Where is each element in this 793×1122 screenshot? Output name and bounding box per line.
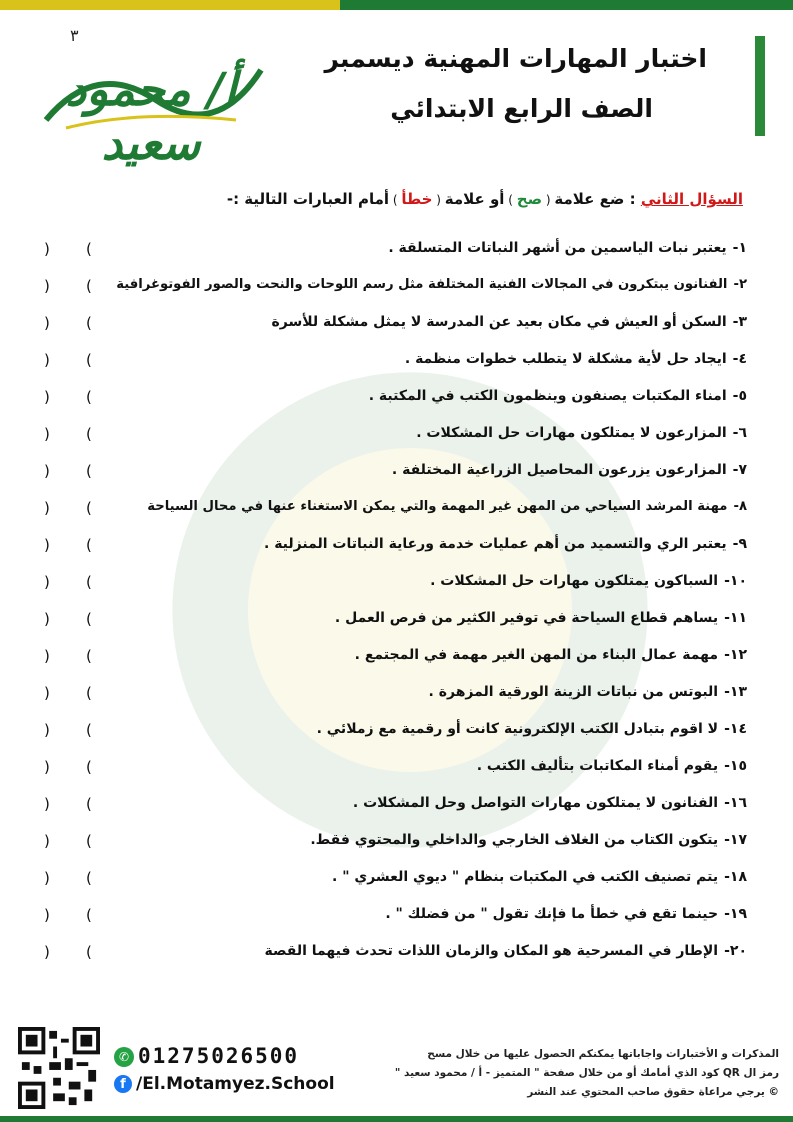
item-number: ١٧- (724, 832, 747, 848)
list-item (0, 832, 793, 866)
item-number: ٨- (733, 499, 747, 514)
question-sep: : (624, 190, 641, 208)
answer-bracket-open[interactable]: ( (86, 647, 92, 665)
item-text: السكن أو العيش في مكان بعيد عن المدرسة لا يمثل مشكلة للأسرة (271, 314, 727, 330)
answer-bracket-open[interactable]: ( (86, 277, 92, 295)
item-text: يتكون الكتاب من الغلاف الخارجي والداخلي والمحتوي فقط. (310, 832, 719, 848)
answer-bracket-close[interactable]: ) (44, 277, 50, 295)
list-item (0, 536, 793, 570)
item-number: ١١- (724, 610, 747, 626)
item-text: مهمة عمال البناء من المهن الغير مهمة في المجتمع . (354, 647, 719, 663)
paren-close-2: ) (389, 193, 402, 207)
phone-text: 01275026500 (138, 1044, 300, 1068)
answer-bracket-close[interactable]: ) (44, 610, 50, 628)
list-item (0, 351, 793, 385)
answer-bracket-open[interactable]: ( (86, 906, 92, 924)
answer-bracket-open[interactable]: ( (86, 425, 92, 443)
answer-bracket-open[interactable]: ( (86, 758, 92, 776)
list-item (0, 610, 793, 644)
answer-bracket-close[interactable]: ) (44, 943, 50, 961)
bottom-bar (0, 1116, 793, 1122)
item-number: ٧- (732, 462, 747, 478)
correct-word: صح (516, 190, 543, 208)
question-heading (227, 190, 743, 208)
footer-note-line1: المذكرات و الأختبارات واجاباتها يمكنكم الحصول عليها من خلال مسح (427, 1048, 779, 1060)
answer-bracket-open[interactable]: ( (86, 832, 92, 850)
list-item (0, 795, 793, 829)
list-item (0, 943, 793, 977)
answer-bracket-open[interactable]: ( (86, 240, 92, 258)
answer-bracket-open[interactable]: ( (86, 943, 92, 961)
item-text: يعتبر نبات الياسمين من أشهر النباتات المتسلقة . (388, 240, 727, 256)
list-item (0, 425, 793, 459)
answer-bracket-open[interactable]: ( (86, 314, 92, 332)
answer-bracket-close[interactable]: ) (44, 721, 50, 739)
answer-bracket-open[interactable]: ( (86, 499, 92, 517)
footer-note-line2: رمز ال QR كود الذي أمامك أو من خلال صفحة " المتميز - أ / محمود سعيد " (394, 1067, 779, 1079)
logo-text: أ/ محمود سعيد (65, 62, 237, 170)
item-text: مهنة المرشد السياحي من المهن غير المهمة والتي يمكن الاستغناء عنها في محال السياحة (147, 499, 728, 514)
answer-bracket-close[interactable]: ) (44, 388, 50, 406)
top-bar-green (340, 0, 793, 10)
item-number: ١٨- (724, 869, 747, 885)
item-number: ١٦- (724, 795, 747, 811)
item-number: ١٠- (724, 573, 747, 589)
answer-bracket-open[interactable]: ( (86, 684, 92, 702)
item-number: ١- (732, 240, 747, 256)
phone-number (114, 1044, 299, 1068)
answer-bracket-close[interactable]: ) (44, 462, 50, 480)
item-text: ايجاد حل لأية مشكلة لا يتطلب خطوات منظمة . (404, 351, 727, 367)
item-text: يعتبر الري والتسميد من أهم عمليات خدمة ورعاية النباتات المنزلية . (264, 536, 727, 552)
list-item (0, 462, 793, 496)
answer-bracket-close[interactable]: ) (44, 647, 50, 665)
list-item (0, 388, 793, 422)
answer-bracket-close[interactable]: ) (44, 314, 50, 332)
item-number: ١٩- (724, 906, 747, 922)
item-number: ٢- (733, 277, 747, 292)
wrong-word: خطأ (401, 190, 433, 208)
page-subtitle: الصف الرابع الابتدائي (390, 94, 653, 123)
answer-bracket-open[interactable]: ( (86, 462, 92, 480)
top-bar-yellow (0, 0, 340, 10)
item-number: ٩- (732, 536, 747, 552)
item-number: ١٢- (724, 647, 747, 663)
answer-bracket-open[interactable]: ( (86, 610, 92, 628)
answer-bracket-close[interactable]: ) (44, 573, 50, 591)
item-text: يتم تصنيف الكتب في المكتبات بنظام " ديوي العشري " . (332, 869, 719, 885)
paren-close-1: ) (504, 193, 517, 207)
list-item (0, 869, 793, 903)
item-text: السباكون يمتلكون مهارات حل المشكلات . (430, 573, 719, 589)
question-label: السؤال الثاني (640, 190, 743, 208)
answer-bracket-open[interactable]: ( (86, 869, 92, 887)
item-text: يساهم قطاع السياحة في توفير الكثير من فرص العمل . (334, 610, 719, 626)
list-item (0, 684, 793, 718)
whatsapp-icon: ✆ (114, 1047, 134, 1067)
list-item (0, 906, 793, 940)
list-item (0, 573, 793, 607)
answer-bracket-close[interactable]: ) (44, 795, 50, 813)
paren-open-2: ( (432, 193, 445, 207)
question-part2: أمام العبارات التالية :- (226, 190, 390, 208)
item-text: المزارعون يزرعون المحاصيل الزراعية المختلفة . (391, 462, 727, 478)
facebook-text: /El.Motamyez.School (136, 1074, 335, 1094)
answer-bracket-close[interactable]: ) (44, 425, 50, 443)
list-item (0, 647, 793, 681)
item-text: حينما تقع في خطأ ما فإنك تقول " من فضلك " . (385, 906, 719, 922)
item-text: الإطار في المسرحية هو المكان والزمان اللذات تحدث فيهما القصة (264, 943, 719, 959)
item-number: ١٣- (724, 684, 747, 700)
item-text: لا اقوم بتبادل الكتب الإلكترونية كانت أو رقمية مع زملائي . (316, 721, 719, 737)
item-text: المزارعون لا يمتلكون مهارات حل المشكلات . (416, 425, 727, 441)
item-text: الفنانون يبتكرون في المجالات الفنية المختلفة مثل رسم اللوحات والنحت والصور الفوتوغرافية (116, 277, 728, 292)
answer-bracket-open[interactable]: ( (86, 536, 92, 554)
answer-bracket-open[interactable]: ( (86, 351, 92, 369)
list-item (0, 758, 793, 792)
answer-bracket-close[interactable]: ) (44, 906, 50, 924)
list-item (0, 499, 793, 533)
list-item (0, 240, 793, 274)
footer-note-line3: © يرجي مراعاة حقوق صاحب المحتوي عند النشر (527, 1086, 779, 1098)
title-accent-bar (755, 36, 765, 136)
qr-code-icon[interactable] (18, 1027, 100, 1109)
item-text: يقوم أمناء المكاتبات بتأليف الكتب . (476, 758, 719, 774)
question-or: أو علامة (444, 190, 505, 208)
item-number: ٥- (732, 388, 747, 404)
answer-bracket-close[interactable]: ) (44, 758, 50, 776)
list-item (0, 721, 793, 755)
page-number: ٣ (70, 26, 79, 45)
item-number: ٤- (732, 351, 747, 367)
answer-bracket-close[interactable]: ) (44, 351, 50, 369)
answer-bracket-open[interactable]: ( (86, 388, 92, 406)
answer-bracket-open[interactable]: ( (86, 573, 92, 591)
answer-bracket-close[interactable]: ) (44, 499, 50, 517)
item-number: ٢٠- (724, 943, 747, 959)
list-item (0, 277, 793, 311)
item-number: ٣- (732, 314, 747, 330)
page-title: اختبار المهارات المهنية ديسمبر (324, 44, 707, 73)
facebook-icon: f (114, 1075, 132, 1093)
item-number: ١٥- (724, 758, 747, 774)
item-number: ١٤- (724, 721, 747, 737)
question-part1: ضع علامة (554, 190, 625, 208)
answer-bracket-open[interactable]: ( (86, 721, 92, 739)
item-text: البوتس من نباتات الزينة الورقية المزهرة . (428, 684, 719, 700)
paren-open-1: ( (542, 193, 555, 207)
answer-bracket-close[interactable]: ) (44, 240, 50, 258)
answer-bracket-close[interactable]: ) (44, 869, 50, 887)
item-text: الفنانون لا يمتلكون مهارات التواصل وحل المشكلات . (352, 795, 719, 811)
list-item (0, 314, 793, 348)
answer-bracket-close[interactable]: ) (44, 832, 50, 850)
item-text: امناء المكتبات يصنفون وينظمون الكتب في المكتبة . (368, 388, 727, 404)
answer-bracket-open[interactable]: ( (86, 795, 92, 813)
facebook-link[interactable] (114, 1074, 335, 1094)
answer-bracket-close[interactable]: ) (44, 684, 50, 702)
answer-bracket-close[interactable]: ) (44, 536, 50, 554)
footer-note (379, 1045, 779, 1102)
item-number: ٦- (732, 425, 747, 441)
